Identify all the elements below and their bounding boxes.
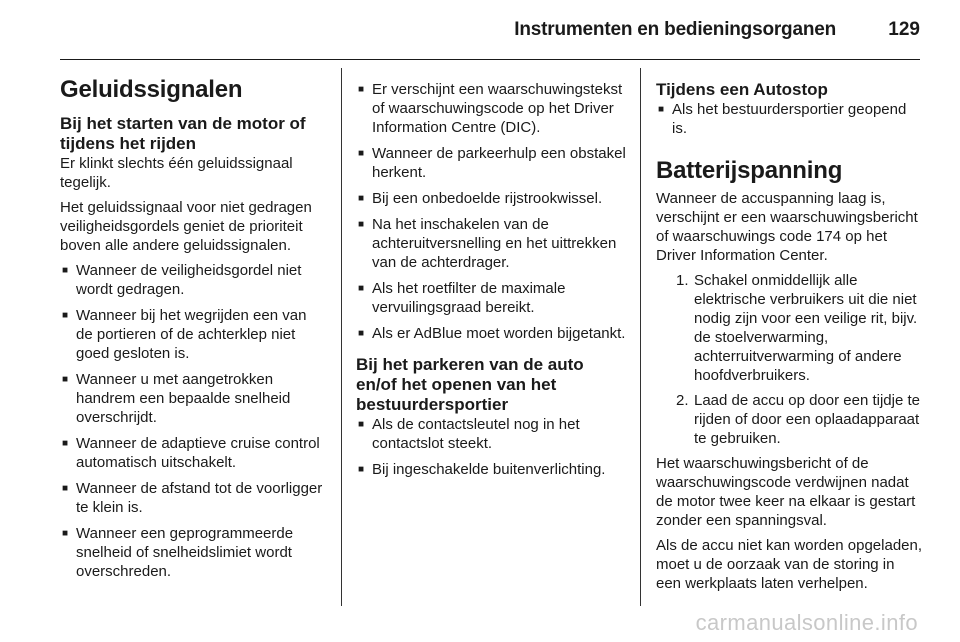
page-header bbox=[0, 0, 960, 60]
column-3 bbox=[656, 80, 922, 599]
list-item-text: Er verschijnt een waarschuwingstekst of waarschuwingscode op het Driver Information Centre (DIC). bbox=[372, 81, 623, 136]
list-item-text: Wanneer bij het wegrijden een van de portieren of de achterklep niet goed gesloten is. bbox=[76, 307, 307, 362]
bullet-icon: ■ bbox=[62, 374, 69, 385]
bullet-icon: ■ bbox=[62, 265, 69, 276]
list-item bbox=[60, 370, 326, 427]
paragraph: Er klinkt slechts één geluidssignaal tegelijk. bbox=[60, 155, 293, 191]
bullet-icon: ■ bbox=[358, 84, 365, 95]
bullet-icon: ■ bbox=[62, 528, 69, 539]
list-item-text: Na het inschakelen van de achteruitversnelling en het uittrekken van de achterdrager. bbox=[372, 216, 617, 271]
list-item bbox=[356, 415, 626, 453]
list-item-text: Wanneer u met aangetrokken handrem een bepaalde snelheid overschrijdt. bbox=[76, 371, 291, 426]
subheading-parkeren: Bij het parkeren van de auto en/of het openen van het bestuurdersportier bbox=[356, 355, 584, 414]
paragraph: Het geluidssignaal voor niet gedragen veiligheidsgordels geniet de prioriteit boven alle andere geluidssignalen. bbox=[60, 199, 312, 254]
bullet-icon: ■ bbox=[62, 483, 69, 494]
list-item bbox=[656, 271, 922, 385]
column-2 bbox=[356, 80, 626, 486]
paragraph: Het waarschuwingsbericht of de waarschuwingscode verdwijnen nadat de motor twee keer na elkaar is gestart zonder een spanningsval. bbox=[656, 455, 916, 529]
section-heading-batterijspanning: Batterijspanning bbox=[656, 157, 843, 184]
list-item-text: Bij ingeschakelde buitenverlichting. bbox=[372, 461, 606, 478]
bullet-list bbox=[356, 80, 626, 343]
paragraph: Als de accu niet kan worden opgeladen, moet u de oorzaak van de storing in een werkplaats laten verhelpen. bbox=[656, 537, 923, 592]
bullet-icon: ■ bbox=[358, 193, 365, 204]
list-item-text: Als de contactsleutel nog in het contactslot steekt. bbox=[372, 416, 580, 452]
bullet-icon: ■ bbox=[62, 310, 69, 321]
list-item-text: Als er AdBlue moet worden bijgetankt. bbox=[372, 325, 626, 342]
list-item bbox=[60, 306, 326, 363]
column-1 bbox=[60, 68, 326, 588]
bullet-list bbox=[60, 261, 326, 581]
watermark: carmanualsonline.info bbox=[695, 610, 918, 635]
paragraph: Wanneer de accuspanning laag is, verschijnt er een waarschuwingsbericht of waarschuwings code 174 op het Driver Information Center. bbox=[656, 190, 918, 264]
step-number: 2. bbox=[676, 392, 689, 409]
bullet-icon: ■ bbox=[658, 104, 665, 115]
bullet-icon: ■ bbox=[358, 419, 365, 430]
list-item-text: Laad de accu op door een tijdje te rijden of door een oplaadapparaat te gebruiken. bbox=[694, 392, 921, 447]
list-item bbox=[60, 524, 326, 581]
list-item-text: Als het roetfilter de maximale vervuilingsgraad bereikt. bbox=[372, 280, 566, 316]
column-divider-2 bbox=[640, 68, 641, 606]
bullet-icon: ■ bbox=[62, 438, 69, 449]
list-item-text: Wanneer de veiligheidsgordel niet wordt gedragen. bbox=[76, 262, 302, 298]
subheading-autostop: Tijdens een Autostop bbox=[656, 80, 828, 99]
section-heading-geluidssignalen: Geluidssignalen bbox=[60, 76, 243, 103]
list-item bbox=[60, 479, 326, 517]
bullet-icon: ■ bbox=[358, 283, 365, 294]
list-item bbox=[356, 80, 626, 137]
list-item-text: Bij een onbedoelde rijstrookwissel. bbox=[372, 190, 603, 207]
bullet-icon: ■ bbox=[358, 219, 365, 230]
bullet-list bbox=[656, 100, 922, 138]
list-item bbox=[356, 215, 626, 272]
list-item bbox=[60, 261, 326, 299]
header-divider bbox=[60, 59, 920, 60]
list-item bbox=[356, 460, 626, 479]
list-item-text: Wanneer de adaptieve cruise control automatisch uitschakelt. bbox=[76, 435, 320, 471]
list-item-text: Wanneer de parkeerhulp een obstakel herkent. bbox=[372, 145, 626, 181]
list-item bbox=[60, 434, 326, 472]
list-item bbox=[356, 189, 626, 208]
bullet-list bbox=[356, 415, 626, 479]
list-item bbox=[656, 391, 922, 448]
list-item bbox=[656, 100, 922, 138]
list-item-text: Wanneer een geprogrammeerde snelheid of snelheidslimiet wordt overschreden. bbox=[76, 525, 294, 580]
step-number: 1. bbox=[676, 272, 689, 289]
subheading-starten-rijden: Bij het starten van de motor of tijdens het rijden bbox=[60, 114, 306, 153]
column-divider-1 bbox=[341, 68, 342, 606]
bullet-icon: ■ bbox=[358, 148, 365, 159]
list-item bbox=[356, 144, 626, 182]
list-item bbox=[356, 324, 626, 343]
bullet-icon: ■ bbox=[358, 328, 365, 339]
list-item bbox=[356, 279, 626, 317]
numbered-list bbox=[656, 271, 922, 448]
bullet-icon: ■ bbox=[358, 464, 365, 475]
list-item-text: Als het bestuurdersportier geopend is. bbox=[672, 101, 907, 137]
page-number: 129 bbox=[888, 19, 920, 40]
list-item-text: Schakel onmiddellijk alle elektrische verbruikers uit die niet nodig zijn voor een veilige rit, bijv. de stoelverwarming, achterruitverwarming of andere hoofdverbruikers. bbox=[694, 272, 918, 384]
list-item-text: Wanneer de afstand tot de voorligger te klein is. bbox=[76, 480, 323, 516]
header-title: Instrumenten en bedieningsorganen bbox=[514, 19, 836, 40]
